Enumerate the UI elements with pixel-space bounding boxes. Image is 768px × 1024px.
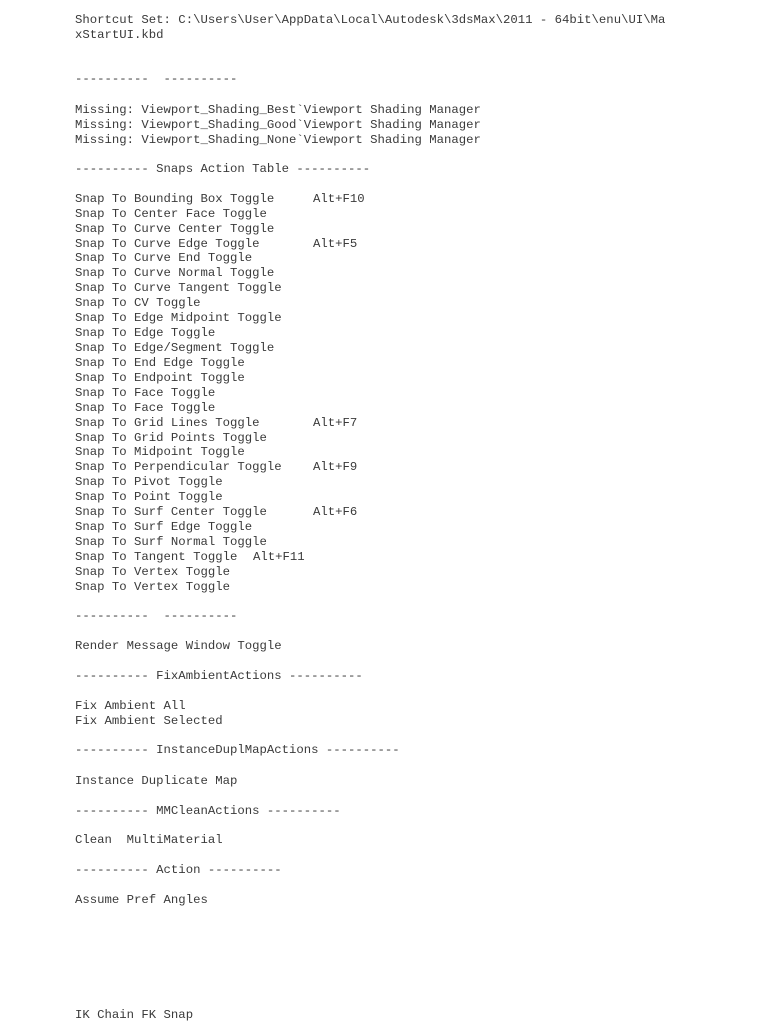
snap-action-label: Snap To Edge/Segment Toggle (75, 341, 275, 355)
snap-action-label: Snap To Edge Midpoint Toggle (75, 311, 282, 325)
snap-action-label: Snap To Curve Center Toggle (75, 222, 275, 236)
snap-action-label: Snap To Point Toggle (75, 490, 223, 504)
snap-action-label: Snap To Curve Normal Toggle (75, 266, 275, 280)
snap-action-label: Snap To End Edge Toggle (75, 356, 245, 370)
section-divider-blank: ---------- ---------- (75, 609, 238, 623)
section-header-instance: ---------- InstanceDuplMapActions ---------- (75, 743, 400, 757)
missing-line: Missing: Viewport_Shading_Good`Viewport Shading Manager (75, 118, 481, 132)
snap-action-label: Snap To Surf Center Toggle (75, 505, 267, 519)
shortcut-set-path-line1: Shortcut Set: C:\Users\User\AppData\Local\Autodesk\3dsMax\2011 - 64bit\enu\UI\Ma (75, 13, 666, 27)
section-header-fixambient: ---------- FixAmbientActions ---------- (75, 669, 363, 683)
snap-action-label: Snap To Face Toggle (75, 386, 216, 400)
render-message-window-item: Render Message Window Toggle (75, 639, 282, 653)
snap-shortcut-key: Alt+F7 (313, 416, 358, 430)
fix-ambient-item: Fix Ambient All (75, 699, 186, 713)
snap-shortcut-key: Alt+F10 (313, 192, 365, 206)
snap-action-label: Snap To Midpoint Toggle (75, 445, 245, 459)
snap-action-label: Snap To Bounding Box Toggle (75, 192, 275, 206)
snap-action-label: Snap To Center Face Toggle (75, 207, 267, 221)
snap-action-label: Snap To Face Toggle (75, 401, 216, 415)
section-header-snaps: ---------- Snaps Action Table ---------- (75, 162, 371, 176)
snap-action-label: Snap To Curve Tangent Toggle (75, 281, 282, 295)
instance-duplicate-map-item: Instance Duplicate Map (75, 774, 238, 788)
snap-shortcut-key: Alt+F6 (313, 505, 358, 519)
assume-pref-angles-item: Assume Pref Angles (75, 893, 208, 907)
section-header-action: ---------- Action ---------- (75, 863, 282, 877)
section-divider-blank: ---------- ---------- (75, 72, 238, 86)
snap-action-label: Snap To Perpendicular Toggle (75, 460, 282, 474)
ik-chain-fk-snap-item: IK Chain FK Snap (75, 1008, 194, 1022)
section-header-mmclean: ---------- MMCleanActions ---------- (75, 804, 341, 818)
snap-action-label: Snap To Vertex Toggle (75, 580, 230, 594)
snap-action-label: Snap To Pivot Toggle (75, 475, 223, 489)
snap-action-label: Snap To Surf Edge Toggle (75, 520, 253, 534)
snap-action-label: Snap To Tangent Toggle (75, 550, 238, 564)
missing-line: Missing: Viewport_Shading_Best`Viewport Shading Manager (75, 103, 481, 117)
snap-action-label: Snap To Vertex Toggle (75, 565, 230, 579)
snap-action-label: Snap To CV Toggle (75, 296, 201, 310)
snap-action-label: Snap To Curve Edge Toggle (75, 237, 260, 251)
missing-line: Missing: Viewport_Shading_None`Viewport Shading Manager (75, 133, 481, 147)
snap-shortcut-key: Alt+F9 (313, 460, 358, 474)
fix-ambient-item: Fix Ambient Selected (75, 714, 223, 728)
shortcut-set-path-line2: xStartUI.kbd (75, 28, 164, 42)
snap-action-label: Snap To Grid Points Toggle (75, 431, 267, 445)
snap-action-label: Snap To Edge Toggle (75, 326, 216, 340)
clean-multimaterial-item: Clean MultiMaterial (75, 833, 223, 847)
snap-shortcut-key: Alt+F11 (253, 550, 305, 564)
snap-shortcut-key: Alt+F5 (313, 237, 358, 251)
snap-action-label: Snap To Endpoint Toggle (75, 371, 245, 385)
snap-action-label: Snap To Grid Lines Toggle (75, 416, 260, 430)
snap-action-label: Snap To Curve End Toggle (75, 251, 253, 265)
snap-action-label: Snap To Surf Normal Toggle (75, 535, 267, 549)
